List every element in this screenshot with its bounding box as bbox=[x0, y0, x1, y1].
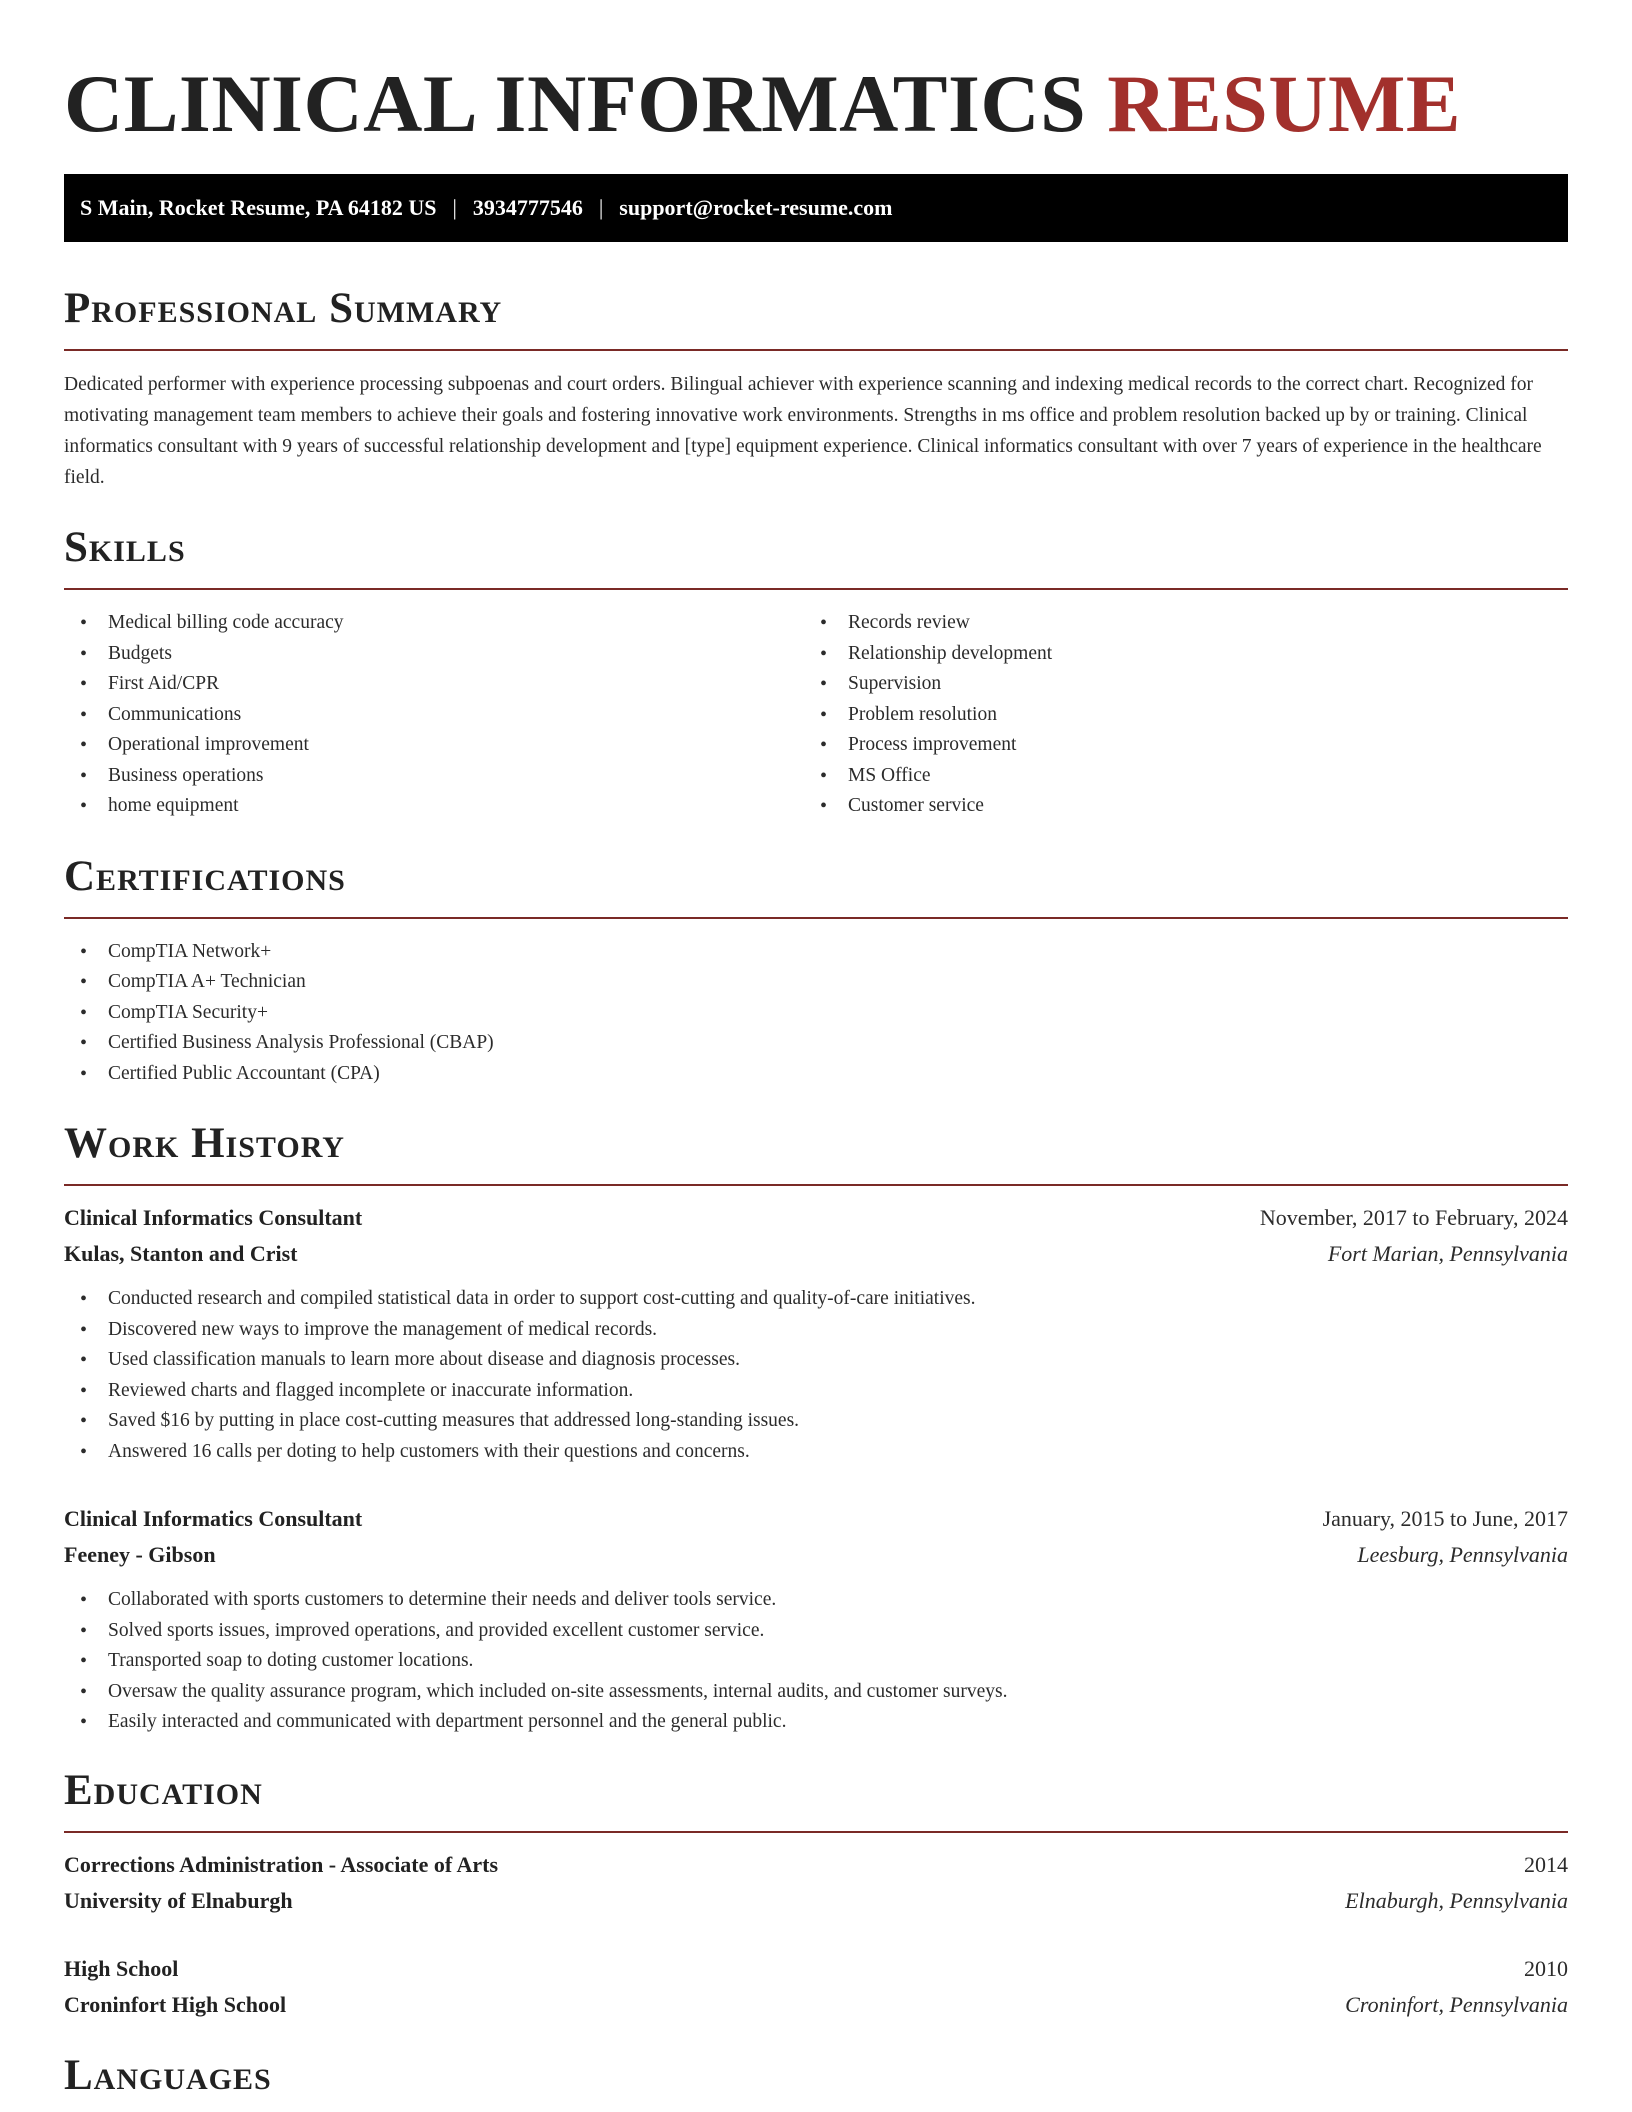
job-header-row bbox=[64, 1501, 1568, 1537]
education-location: Croninfort, Pennsylvania bbox=[1345, 1991, 1568, 2017]
job-company: Kulas, Stanton and Crist bbox=[64, 1241, 298, 1266]
skills-grid bbox=[64, 608, 1568, 822]
job-duties bbox=[64, 1284, 1568, 1467]
job-role: Clinical Informatics Consultant bbox=[64, 1205, 363, 1230]
education-entry bbox=[64, 1951, 1568, 2023]
skill-item: • Relationship development bbox=[804, 639, 1544, 670]
education-heading: Education bbox=[64, 1766, 263, 1814]
job-entry bbox=[64, 1200, 1568, 1467]
education-degree: Corrections Administration - Associate of Arts bbox=[64, 1851, 499, 1877]
certification-item: • Certified Business Analysis Professional (CBAP) bbox=[64, 1028, 1568, 1059]
job-role: Clinical Informatics Consultant bbox=[64, 1506, 363, 1531]
summary-section bbox=[64, 284, 1568, 493]
section-divider bbox=[64, 1831, 1568, 1833]
job-dates: November, 2017 to February, 2024 bbox=[1259, 1205, 1568, 1230]
contact-address: S Main, Rocket Resume, PA 64182 US bbox=[80, 195, 437, 220]
certification-item: • CompTIA Network+ bbox=[64, 937, 1568, 968]
job-duty-item: • Discovered new ways to improve the management of medical records. bbox=[64, 1315, 1568, 1346]
skill-item: • Customer service bbox=[804, 791, 1544, 822]
skill-item: • First Aid/CPR bbox=[64, 669, 804, 700]
skills-heading: Skills bbox=[64, 524, 186, 571]
section-divider bbox=[64, 917, 1568, 919]
skill-item: • Problem resolution bbox=[804, 700, 1544, 731]
education-year: 2014 bbox=[1524, 1851, 1568, 1877]
job-entry bbox=[64, 1501, 1568, 1738]
contact-separator: | bbox=[452, 195, 457, 220]
job-duty-item: • Conducted research and compiled statistical data in order to support cost-cutting and quality-of-care initiatives. bbox=[64, 1284, 1568, 1315]
education-location: Elnaburgh, Pennsylvania bbox=[1345, 1887, 1568, 1913]
skill-item: • Process improvement bbox=[804, 730, 1544, 761]
contact-separator: | bbox=[598, 195, 604, 220]
job-duty-item: • Solved sports issues, improved operations, and provided excellent customer service. bbox=[64, 1616, 1568, 1647]
job-duty-item: • Oversaw the quality assurance program, which included on-site assessments, internal audits, and customer surveys. bbox=[64, 1677, 1568, 1708]
job-header-row bbox=[64, 1200, 1568, 1236]
summary-text: Dedicated performer with experience processing subpoenas and court orders. Bilingual achiever with experience scanning and indexing medical records to the correct chart. Recognized for motivating management team members to achieve their goals and fostering innovative work environments. Strengths in ms office and problem resolution backed up by or training. Clinical informatics consultant with 9 years of successful relationship development and [type] equipment experience. Clinical informatics consultant with over 7 years of experience in the healthcare field. bbox=[64, 374, 1542, 488]
job-duties bbox=[64, 1585, 1568, 1738]
job-location: Fort Marian, Pennsylvania bbox=[1327, 1241, 1568, 1266]
job-company: Feeney - Gibson bbox=[64, 1542, 216, 1567]
job-dates: January, 2015 to June, 2017 bbox=[1322, 1506, 1568, 1531]
certifications-heading: Certifications bbox=[64, 852, 346, 900]
skill-item: • Medical billing code accuracy bbox=[64, 608, 804, 639]
skill-item: • MS Office bbox=[804, 761, 1544, 792]
education-header-row bbox=[64, 1847, 1568, 1883]
section-divider bbox=[64, 588, 1568, 590]
languages-section bbox=[64, 2051, 1568, 2101]
skill-item: • Communications bbox=[64, 700, 804, 731]
education-school-row bbox=[64, 1883, 1568, 1919]
education-section bbox=[64, 1766, 1568, 2023]
skill-item: • Operational improvement bbox=[64, 730, 804, 761]
education-school: University of Elnaburgh bbox=[64, 1887, 293, 1913]
skills-list-right bbox=[804, 608, 1544, 822]
education-year: 2010 bbox=[1524, 1955, 1568, 1981]
certification-item: • CompTIA Security+ bbox=[64, 998, 1568, 1029]
skills-section bbox=[64, 523, 1568, 822]
contact-bar bbox=[64, 174, 1568, 242]
certifications-list bbox=[64, 937, 1568, 1090]
job-duty-item: • Collaborated with sports customers to determine their needs and deliver tools service. bbox=[64, 1585, 1568, 1616]
job-company-row bbox=[64, 1236, 1568, 1272]
summary-heading: Professional Summary bbox=[64, 285, 503, 332]
job-duty-item: • Transported soap to doting customer locations. bbox=[64, 1646, 1568, 1677]
job-company-row bbox=[64, 1537, 1568, 1573]
certifications-section bbox=[64, 852, 1568, 1090]
resume-title bbox=[64, 58, 1568, 150]
resume-title-main: CLINICAL INFORMATICS bbox=[64, 58, 1087, 149]
section-divider bbox=[64, 349, 1568, 351]
contact-email[interactable]: support@rocket-resume.com bbox=[619, 195, 893, 220]
education-entry bbox=[64, 1847, 1568, 1919]
job-location: Leesburg, Pennsylvania bbox=[1357, 1542, 1568, 1567]
resume-title-accent: RESUME bbox=[1107, 58, 1462, 149]
certification-item: • CompTIA A+ Technician bbox=[64, 967, 1568, 998]
skill-item: • home equipment bbox=[64, 791, 804, 822]
contact-phone[interactable]: 3934777546 bbox=[472, 195, 583, 220]
languages-heading: Languages bbox=[64, 2051, 272, 2099]
job-duty-item: • Used classification manuals to learn more about disease and diagnosis processes. bbox=[64, 1345, 1568, 1376]
resume-page bbox=[64, 0, 1568, 2101]
education-degree: High School bbox=[64, 1955, 179, 1981]
work-section bbox=[64, 1119, 1568, 1738]
skill-item: • Budgets bbox=[64, 639, 804, 670]
skill-item: • Records review bbox=[804, 608, 1544, 639]
work-heading: Work History bbox=[64, 1120, 345, 1167]
job-duty-item: • Saved $16 by putting in place cost-cutting measures that addressed long-standing issues. bbox=[64, 1406, 1568, 1437]
job-duty-item: • Reviewed charts and flagged incomplete or inaccurate information. bbox=[64, 1376, 1568, 1407]
section-divider bbox=[64, 1184, 1568, 1186]
job-duty-item: • Answered 16 calls per doting to help customers with their questions and concerns. bbox=[64, 1437, 1568, 1468]
education-school-row bbox=[64, 1987, 1568, 2023]
education-school: Croninfort High School bbox=[64, 1991, 287, 2017]
skills-list-left bbox=[64, 608, 804, 822]
skill-item: • Business operations bbox=[64, 761, 804, 792]
skill-item: • Supervision bbox=[804, 669, 1544, 700]
education-header-row bbox=[64, 1951, 1568, 1987]
certification-item: • Certified Public Accountant (CPA) bbox=[64, 1059, 1568, 1090]
job-duty-item: • Easily interacted and communicated with department personnel and the general public. bbox=[64, 1707, 1568, 1738]
